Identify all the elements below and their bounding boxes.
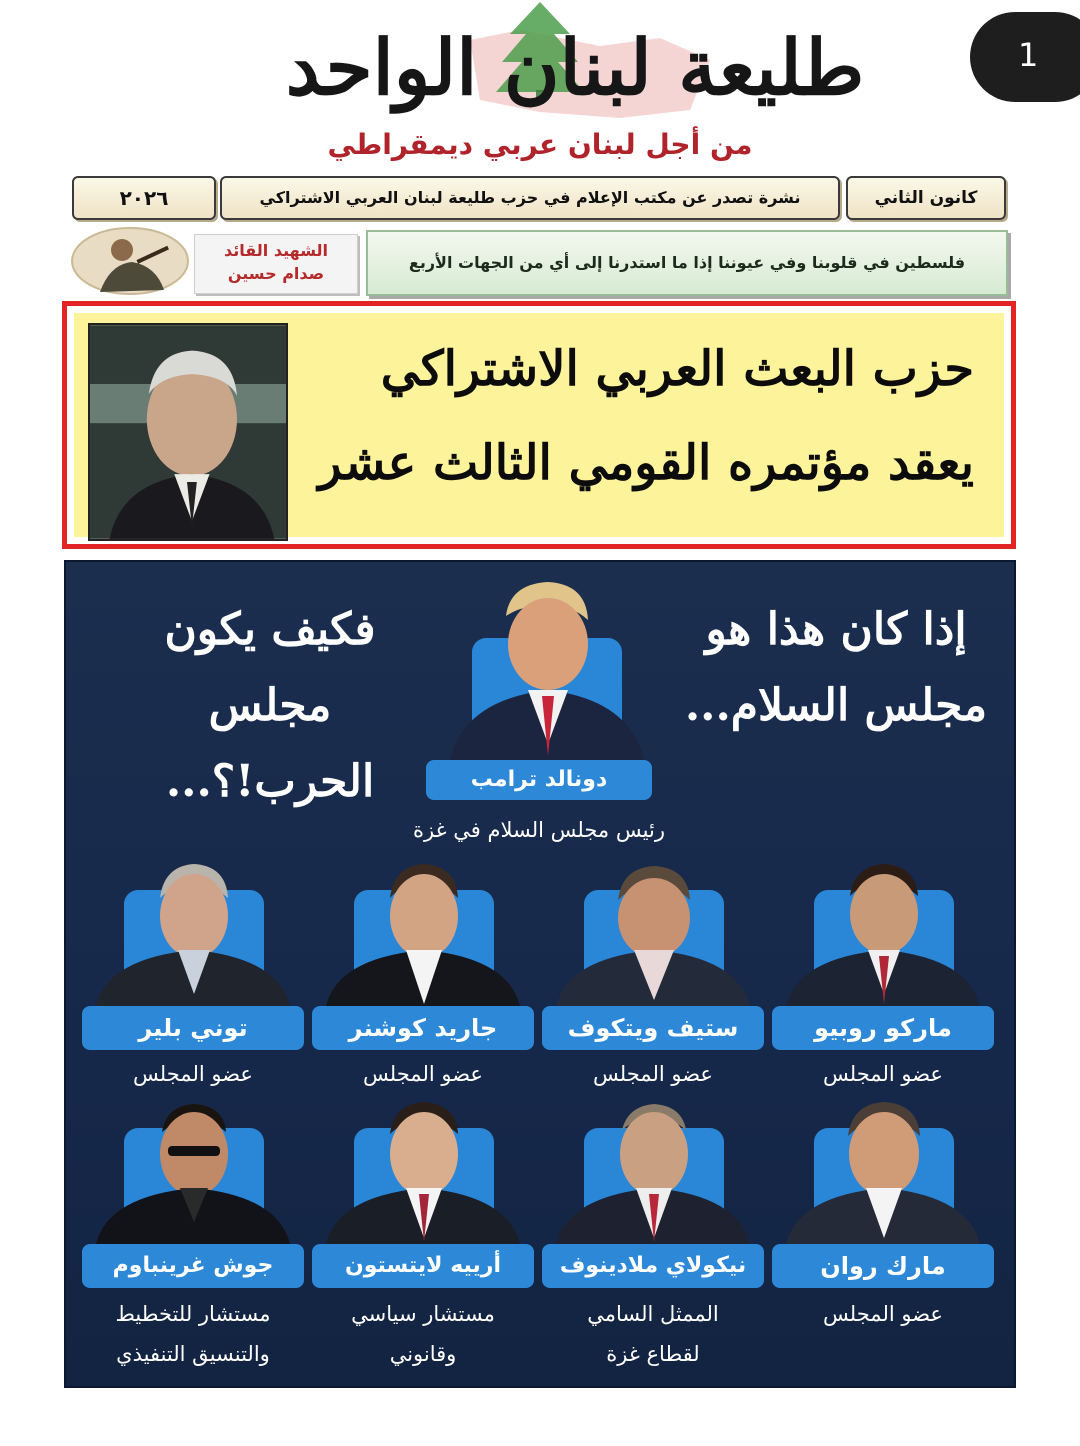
person-name: ماركو روبيو (772, 1006, 994, 1050)
person-photo (318, 854, 528, 1006)
council-member (772, 854, 994, 1104)
person-role-line-2: وقانوني (389, 1342, 457, 1366)
masthead-title: طليعة لبنان الواحد (285, 23, 865, 112)
council-member (312, 854, 534, 1104)
person-name: دونالد ترامب (426, 760, 652, 800)
person-name: ستيف ويتكوف (542, 1006, 764, 1050)
person-role: عضو المجلس (823, 1062, 943, 1086)
person-photo (548, 854, 758, 1006)
person-role-line-1: الممثل السامي (587, 1302, 719, 1326)
person-name: توني بلير (82, 1006, 304, 1050)
if-caption (676, 592, 996, 744)
page-number: 1 (1018, 36, 1039, 74)
headline-line-2: يعقد مؤتمره القومي الثالث عشر (318, 435, 974, 491)
headline-panel (74, 313, 1004, 537)
headline-line-1: حزب البعث العربي الاشتراكي (380, 341, 974, 397)
person-role (542, 1294, 764, 1374)
then-caption-line-1: فكيف يكون (164, 604, 376, 655)
council-member (542, 1092, 764, 1382)
masthead-subtitle: من أجل لبنان عربي ديمقراطي (327, 128, 753, 161)
person-photo (548, 1092, 758, 1244)
person-role-line-1: مستشار سياسي (351, 1302, 495, 1326)
person-role: عضو المجلس (133, 1062, 253, 1086)
person-photo (318, 1092, 528, 1244)
person-name: جوش غرينباوم (82, 1244, 304, 1288)
person-photo (440, 574, 652, 760)
then-caption-line-2: مجلس الحرب!؟... (165, 680, 375, 807)
person-photo (88, 854, 298, 1006)
publisher-line: نشرة تصدر عن مكتب الإعلام في حزب طليعة لبنان العربي الاشتراكي (220, 176, 840, 220)
person-role (312, 1294, 534, 1374)
person-photo (778, 854, 988, 1006)
portrait-photo (88, 323, 288, 541)
council-member (82, 1092, 304, 1382)
issue-month: كانون الثاني (846, 176, 1006, 220)
person-role-line-1: عضو المجلس (823, 1302, 943, 1326)
person-role-line-2: والتنسيق التنفيذي (116, 1342, 270, 1366)
council-member (312, 1092, 534, 1382)
person-photo (778, 1092, 988, 1244)
person-role: رئيس مجلس السلام في غزة (413, 818, 665, 842)
then-caption (110, 592, 430, 820)
council-member (542, 854, 764, 1104)
person-name: مارك روان (772, 1244, 994, 1288)
person-name: أرييه لايتستون (312, 1244, 534, 1288)
if-caption-line-2: مجلس السلام... (684, 680, 988, 731)
headline-box (62, 301, 1016, 549)
leader-name: صدام حسين (227, 264, 325, 283)
person-photo (88, 1092, 298, 1244)
person-role-line-1: مستشار للتخطيط (115, 1302, 271, 1326)
leader-label (194, 234, 358, 294)
person-role (772, 1294, 994, 1334)
council-chair (413, 574, 666, 844)
person-name: جاريد كوشنر (312, 1006, 534, 1050)
person-role (82, 1294, 304, 1374)
person-name: نيكولاي ملادينوف (542, 1244, 764, 1288)
peace-council-graphic (64, 560, 1016, 1388)
council-member (82, 854, 304, 1104)
slogan-banner: فلسطين في قلوبنا وفي عيوننا إذا ما استدرنا إلى أي من الجهات الأربع (366, 230, 1008, 296)
leader-title: الشهيد القائد (224, 241, 328, 260)
issue-year: ٢٠٢٦ (72, 176, 216, 220)
leader-portrait (70, 226, 190, 296)
council-member (772, 1092, 994, 1382)
page-number-badge (970, 12, 1080, 102)
person-role: عضو المجلس (593, 1062, 713, 1086)
person-role: عضو المجلس (363, 1062, 483, 1086)
person-role-line-2: لقطاع غزة (606, 1342, 700, 1366)
if-caption-line-1: إذا كان هذا هو (705, 604, 967, 655)
